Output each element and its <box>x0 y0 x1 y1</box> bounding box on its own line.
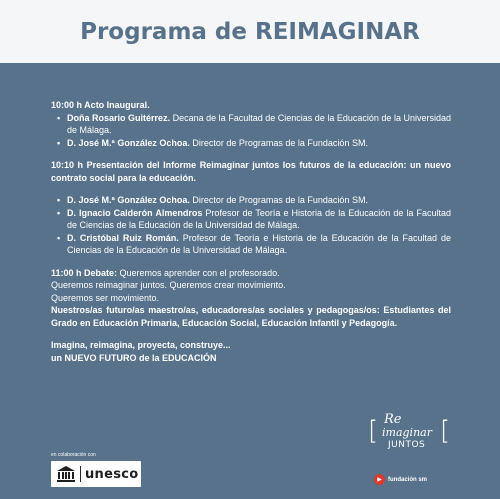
debate-lead: Queremos aprender con el profesorado. <box>117 267 280 278</box>
bracket-right-icon: [ <box>440 416 451 446</box>
closing-line-2: un NUEVO FUTURO de la EDUCACIÓN <box>51 352 217 363</box>
collab-label: en colaboración con <box>51 452 96 458</box>
speaker-name: D. Ignacio Calderón Almendros <box>67 207 203 218</box>
speaker-name: D. José M.ª González Ochoa. <box>67 137 190 148</box>
unesco-temple-icon <box>56 465 76 483</box>
bracket-left-icon: [ <box>368 416 379 446</box>
program-content <box>51 99 451 374</box>
speaker-item <box>51 137 451 150</box>
speaker-desc: Director de Programas de la Fundación SM. <box>189 195 368 205</box>
logo-imaginar: imaginar <box>382 426 432 439</box>
fundacion-sm-logo <box>374 474 427 485</box>
logo-juntos: JUNTOS <box>388 440 426 450</box>
fundacion-sm-label: fundación sm <box>388 476 428 483</box>
logo-re: Re <box>384 412 402 427</box>
speaker-desc: Profesor de Teoría e Historia de la Educación de la Facultad de Ciencias de la Educación de la Universidad de Málaga. <box>67 232 451 255</box>
debate-line-2: Queremos reimaginar juntos. Queremos crear movimiento. <box>51 280 286 290</box>
presentation-speakers <box>51 194 451 257</box>
opening-section <box>51 99 451 149</box>
speaker-desc: Decana de la Facultad de Ciencias de la Educación de la Universidad de Málaga. <box>67 112 452 135</box>
closing-section <box>51 339 451 364</box>
debate-time: 11:00 h Debate: <box>51 267 118 278</box>
play-icon: ▶ <box>374 474 385 485</box>
debate-line-1 <box>51 267 451 280</box>
header-band <box>0 0 500 63</box>
speaker-desc: Profesor de Teoría e Historia de la Educación de la Facultad de Ciencias de la Educación de la Universidad de Málaga. <box>67 207 451 230</box>
closing-line-1: Imagina, reimagina, proyecta, construye... <box>51 340 231 350</box>
speaker-item <box>51 194 451 207</box>
unesco-logo <box>51 461 141 487</box>
presentation-heading: 10:10 h Presentación del Informe Reimaginar juntos los futuros de la educación: un nuevo contrato social para la educación. <box>51 160 451 183</box>
debate-section <box>51 267 451 330</box>
speaker-name: D. José M.ª González Ochoa. <box>67 195 190 205</box>
speaker-item <box>51 232 451 257</box>
speaker-item <box>51 207 451 232</box>
speaker-name: Doña Rosario Guitérrez. <box>67 112 171 123</box>
opening-speakers <box>51 112 451 150</box>
debate-audience: Nuestros/as futuro/as maestro/as, educadores/as sociales y pedagogas/os: Estudiantes del Grado en Educación Primaria, Educación Social, Educación Infantil y Pedagogía. <box>51 305 451 328</box>
unesco-wordmark: unesco <box>85 466 139 482</box>
presentation-section <box>51 159 451 257</box>
debate-line-3: Queremos ser movimiento. <box>51 292 160 303</box>
speaker-name: D. Cristóbal Ruiz Román. <box>67 232 179 243</box>
reimaginar-juntos-logo <box>368 412 452 462</box>
speaker-desc: Director de Programas de la Fundación SM. <box>189 137 368 148</box>
opening-heading: 10:00 h Acto Inaugural. <box>51 100 150 110</box>
speaker-item <box>51 112 451 137</box>
page-title: Programa de REIMAGINAR <box>80 19 420 45</box>
